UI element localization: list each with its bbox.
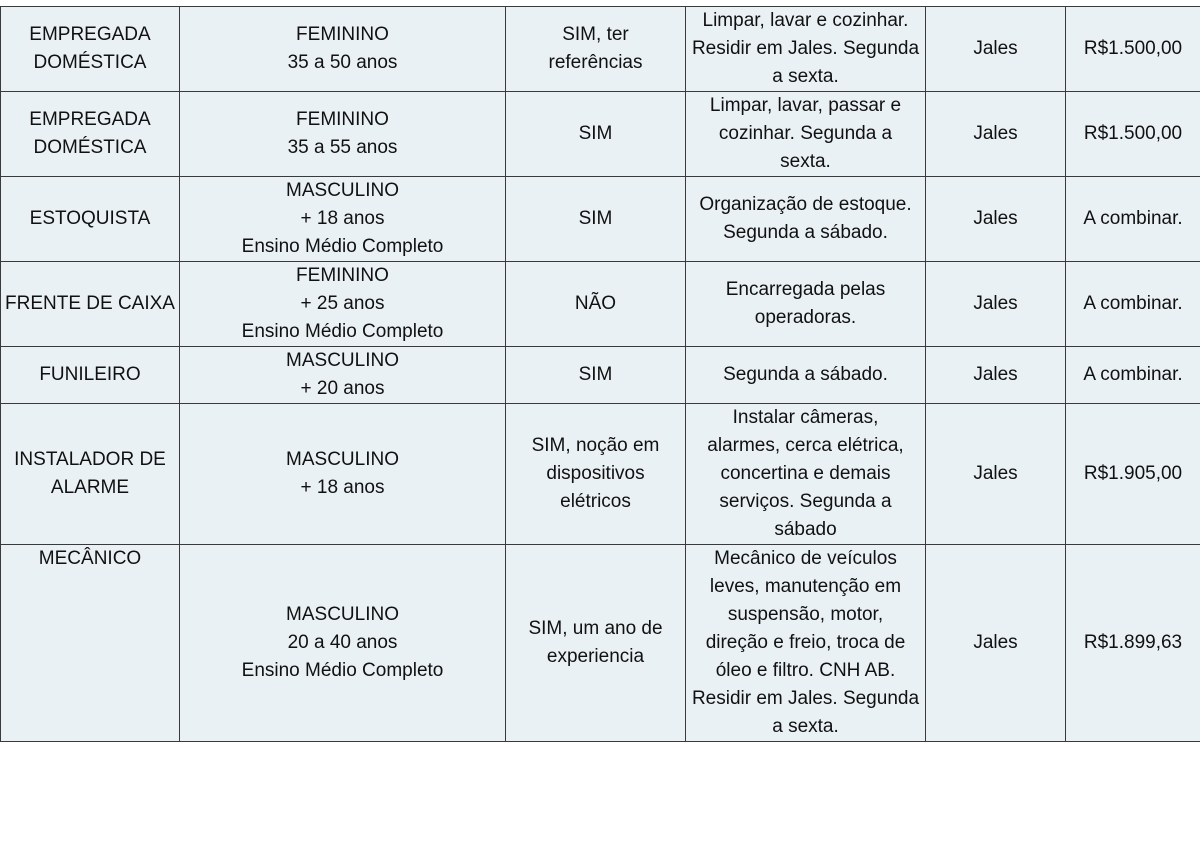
activities-cell: Instalar câmeras, alarmes, cerca elétrica, concertina e demais serviços. Segunda a sábado — [686, 404, 926, 545]
activities-cell: Organização de estoque. Segunda a sábado. — [686, 177, 926, 262]
city-cell: Jales — [926, 545, 1066, 742]
job-title-cell: INSTALADOR DE ALARME — [1, 404, 180, 545]
salary-cell: R$1.500,00 — [1066, 92, 1200, 177]
table-row — [1, 545, 1200, 742]
profile-cell: MASCULINO + 18 anos — [180, 404, 506, 545]
city-cell: Jales — [926, 92, 1066, 177]
salary-cell: R$1.905,00 — [1066, 404, 1200, 545]
experience-cell: SIM — [506, 92, 686, 177]
profile-cell: FEMININO 35 a 50 anos — [180, 7, 506, 92]
activities-cell: Encarregada pelas operadoras. — [686, 262, 926, 347]
city-cell: Jales — [926, 7, 1066, 92]
experience-cell: SIM — [506, 177, 686, 262]
profile-cell: MASCULINO 20 a 40 anos Ensino Médio Completo — [180, 545, 506, 742]
experience-cell: SIM — [506, 347, 686, 404]
salary-cell: A combinar. — [1066, 347, 1200, 404]
job-title-cell: ESTOQUISTA — [1, 177, 180, 262]
job-title-cell: EMPREGADA DOMÉSTICA — [1, 7, 180, 92]
experience-cell: SIM, ter referências — [506, 7, 686, 92]
city-cell: Jales — [926, 177, 1066, 262]
table-row — [1, 7, 1200, 92]
job-title-cell: MECÂNICO — [1, 545, 180, 742]
experience-cell: NÃO — [506, 262, 686, 347]
activities-cell: Mecânico de veículos leves, manutenção em suspensão, motor, direção e freio, troca de óleo e filtro. CNH AB. Residir em Jales. Segunda a sexta. — [686, 545, 926, 742]
job-title-cell: FRENTE DE CAIXA — [1, 262, 180, 347]
table-row — [1, 262, 1200, 347]
activities-cell: Limpar, lavar e cozinhar. Residir em Jales. Segunda a sexta. — [686, 7, 926, 92]
activities-cell: Limpar, lavar, passar e cozinhar. Segunda a sexta. — [686, 92, 926, 177]
experience-cell: SIM, um ano de experiencia — [506, 545, 686, 742]
salary-cell: A combinar. — [1066, 262, 1200, 347]
job-title-cell: EMPREGADA DOMÉSTICA — [1, 92, 180, 177]
table-row — [1, 347, 1200, 404]
profile-cell: MASCULINO + 18 anos Ensino Médio Completo — [180, 177, 506, 262]
job-listings-table — [0, 6, 1200, 742]
salary-cell: R$1.500,00 — [1066, 7, 1200, 92]
city-cell: Jales — [926, 404, 1066, 545]
table-row — [1, 177, 1200, 262]
activities-cell: Segunda a sábado. — [686, 347, 926, 404]
city-cell: Jales — [926, 347, 1066, 404]
salary-cell: R$1.899,63 — [1066, 545, 1200, 742]
city-cell: Jales — [926, 262, 1066, 347]
table-row — [1, 92, 1200, 177]
experience-cell: SIM, noção em dispositivos elétricos — [506, 404, 686, 545]
profile-cell: FEMININO + 25 anos Ensino Médio Completo — [180, 262, 506, 347]
table-row — [1, 404, 1200, 545]
profile-cell: MASCULINO + 20 anos — [180, 347, 506, 404]
salary-cell: A combinar. — [1066, 177, 1200, 262]
profile-cell: FEMININO 35 a 55 anos — [180, 92, 506, 177]
job-title-cell: FUNILEIRO — [1, 347, 180, 404]
